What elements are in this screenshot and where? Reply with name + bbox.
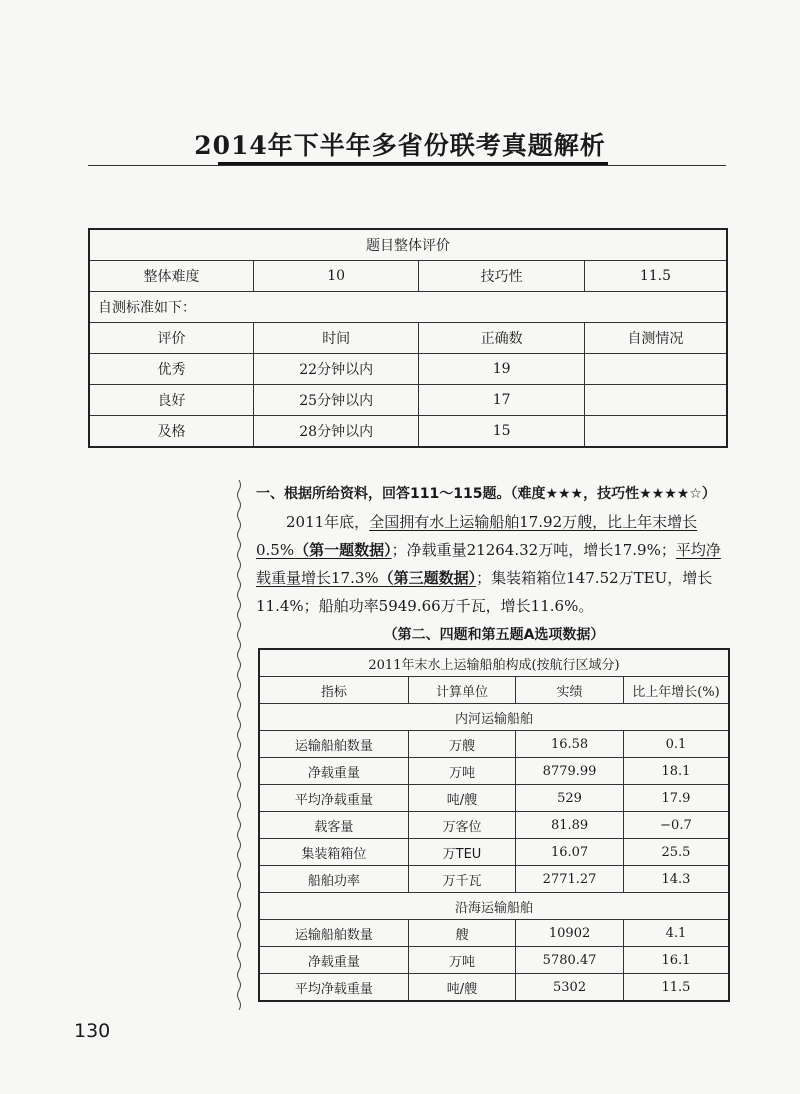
column-header: 评价 (89, 323, 253, 354)
column-header: 自测情况 (584, 323, 727, 354)
question-block (256, 480, 732, 620)
skill-label: 技巧性 (419, 261, 584, 292)
table-row (259, 947, 729, 974)
table-cell: 28分钟以内 (253, 416, 418, 448)
section-row (259, 704, 729, 731)
table-cell: 0.1 (623, 731, 729, 758)
data-note: （第二、四题和第五题A选项数据） (383, 627, 605, 643)
table-cell: 2771.27 (516, 866, 624, 893)
data-hint: （第一题数据） (294, 541, 392, 559)
table-cell: 集装箱箱位 (259, 839, 408, 866)
table-cell: 吨/艘 (408, 785, 516, 812)
table-cell: 优秀 (89, 354, 253, 385)
table-cell: 载客量 (259, 812, 408, 839)
table-cell: 15 (419, 416, 584, 448)
text-span: ；净载重量21264.32万吨，增长17.9%； (391, 541, 676, 559)
self-test-cell (584, 354, 727, 385)
title-rule-accent (218, 162, 608, 165)
section-row (259, 893, 729, 920)
table-cell: 净载重量 (259, 947, 408, 974)
text-span: 2011年底， (286, 513, 370, 531)
table-cell: 10902 (516, 920, 624, 947)
table-cell: 运输船舶数量 (259, 731, 408, 758)
column-header: 指标 (259, 677, 408, 704)
table-cell: 万TEU (408, 839, 516, 866)
self-test-note: 自测标准如下： (89, 292, 727, 323)
table-cell: 良好 (89, 385, 253, 416)
table-cell: 16.58 (516, 731, 624, 758)
column-header: 比上年增长(%) (623, 677, 729, 704)
table-cell: 8779.99 (516, 758, 624, 785)
table-row (89, 229, 727, 261)
question-heading: 一、根据所给资料，回答111～115题。（难度★★★，技巧性★★★★☆） (256, 486, 716, 502)
table-cell: 19 (419, 354, 584, 385)
underlined-text: 平均净载重量增长17.3% (256, 541, 721, 587)
underlined-text: 全国拥有水上运输船舶17.92万艘，比上年末增长0.5% (256, 513, 698, 559)
table-cell: 25.5 (623, 839, 729, 866)
table-cell: 万千瓦 (408, 866, 516, 893)
table-cell: 平均净载重量 (259, 974, 408, 1002)
table-cell: 17.9 (623, 785, 729, 812)
evaluation-table (88, 228, 728, 448)
self-test-cell (584, 385, 727, 416)
title-rule (88, 165, 726, 166)
table-cell: 平均净载重量 (259, 785, 408, 812)
column-header: 实绩 (516, 677, 624, 704)
evaluation-caption: 题目整体评价 (89, 229, 727, 261)
column-header: 时间 (253, 323, 418, 354)
margin-wavy-line (236, 480, 242, 1010)
table-cell: 16.07 (516, 839, 624, 866)
section-inland: 内河运输船舶 (259, 704, 729, 731)
difficulty-label: 整体难度 (89, 261, 253, 292)
text-span: ；集装箱箱位147.52万TEU，增长11.4%；船舶功率5949.66万千瓦，增长11.6%。 (256, 569, 713, 615)
table-cell: 5780.47 (516, 947, 624, 974)
page-title: 2014年下半年多省份联考真题解析 (194, 131, 606, 160)
table-row (89, 292, 727, 323)
table-cell: 吨/艘 (408, 974, 516, 1002)
table-cell: 16.1 (623, 947, 729, 974)
table-cell: 运输船舶数量 (259, 920, 408, 947)
table-cell: 22分钟以内 (253, 354, 418, 385)
table-cell: 4.1 (623, 920, 729, 947)
table-cell: 5302 (516, 974, 624, 1002)
table-row (89, 261, 727, 292)
table-cell: 万艘 (408, 731, 516, 758)
table-cell: 18.1 (623, 758, 729, 785)
section-coastal: 沿海运输船舶 (259, 893, 729, 920)
table-row (259, 920, 729, 947)
table-cell: −0.7 (623, 812, 729, 839)
table-row (89, 416, 727, 448)
table-row (259, 785, 729, 812)
column-header: 计算单位 (408, 677, 516, 704)
table-row (259, 974, 729, 1002)
table-cell: 净载重量 (259, 758, 408, 785)
page-number: 130 (74, 1020, 111, 1042)
table-cell: 529 (516, 785, 624, 812)
skill-value: 11.5 (584, 261, 727, 292)
table-cell: 艘 (408, 920, 516, 947)
table-cell: 万吨 (408, 758, 516, 785)
ship-composition-table (258, 648, 730, 1002)
table-header-row (89, 323, 727, 354)
table-row (89, 354, 727, 385)
question-paragraph (256, 508, 732, 620)
table-cell: 11.5 (623, 974, 729, 1002)
difficulty-value: 10 (253, 261, 418, 292)
table-row (259, 839, 729, 866)
table-cell: 14.3 (623, 866, 729, 893)
table-row (259, 731, 729, 758)
data-hint: （第三题数据） (378, 569, 477, 587)
self-test-cell (584, 416, 727, 448)
table-row (259, 812, 729, 839)
table-row (259, 758, 729, 785)
table-caption: 2011年末水上运输船舶构成(按航行区域分) (259, 649, 729, 677)
table-row (89, 385, 727, 416)
table-cell: 船舶功率 (259, 866, 408, 893)
table-cell: 25分钟以内 (253, 385, 418, 416)
table-cell: 17 (419, 385, 584, 416)
table-cell: 万客位 (408, 812, 516, 839)
table-header-row (259, 677, 729, 704)
table-cell: 81.89 (516, 812, 624, 839)
table-cell: 及格 (89, 416, 253, 448)
column-header: 正确数 (419, 323, 584, 354)
table-cell: 万吨 (408, 947, 516, 974)
table-row (259, 866, 729, 893)
table-row (259, 649, 729, 677)
